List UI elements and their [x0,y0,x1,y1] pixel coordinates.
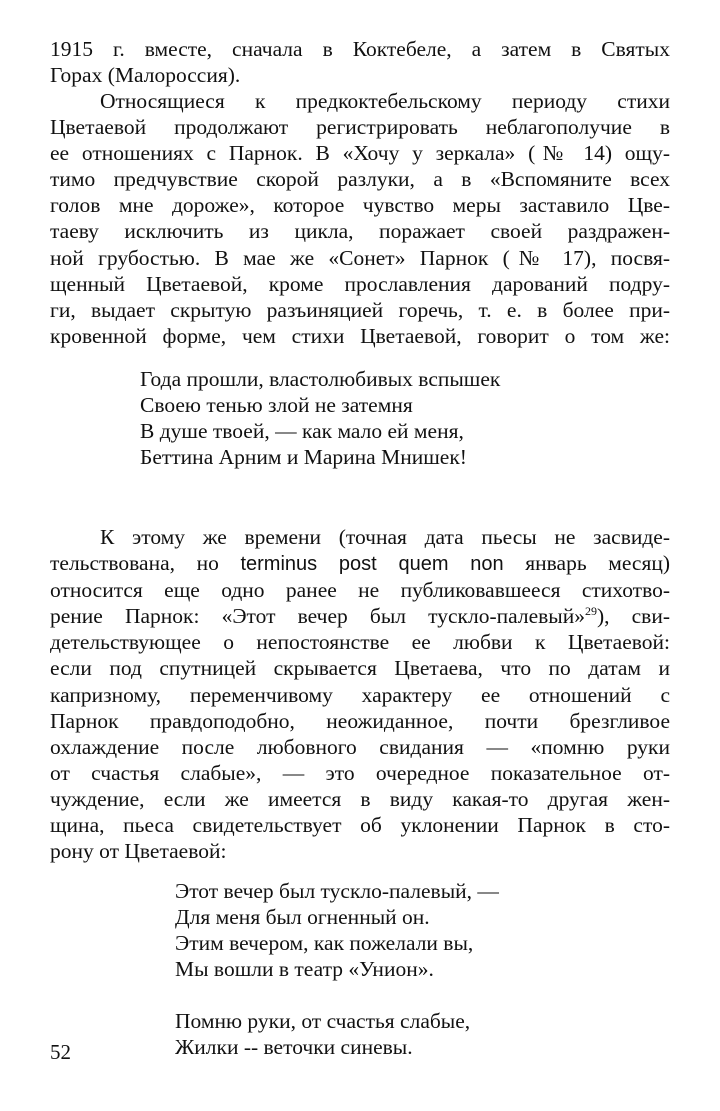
text-line: рону от Цветаевой: [50,839,227,864]
text-line: ги, выдает скрытую разъиняцией горечь, т. е. в более при- [50,297,670,322]
footnote-marker: 29 [584,604,597,619]
text-line: ее отношениях с Парнок. В «Хочу у зеркала» (№ 14) ощу- [50,141,670,166]
text-segment: ), сви- [596,604,670,629]
text-line: таеву исключить из цикла, поражает своей раздражен- [50,219,670,244]
verse-line: Этим вечером, как пожелали вы, [175,931,474,956]
verse-line: Беттина Арним и Марина Мнишек! [140,445,467,470]
text-line: кровенной форме, чем стихи Цветаевой, говорит о том же: [50,323,670,348]
text-line: Горах (Малороссия). [50,63,241,88]
latin-term: terminus post quem non [240,553,504,576]
text-line: щина, пьеса свидетельствует об уклонении Парнок в сто- [50,813,670,838]
text-line: детельствующее о непостоянстве ее любви к Цветаевой: [50,630,670,655]
verse-line: Помню руки, от счастья слабые, [175,1009,471,1034]
text-line: тимо предчувствие скорой разлуки, а в «Вспомяните всех [50,167,670,192]
text-line: ной грубостью. В мае же «Сонет» Парнок (№ 17), посвя- [50,245,670,270]
text-line: от счастья слабые», — это очередное показательное от- [50,760,670,785]
paragraph-1 [50,36,670,88]
text-line: чуждение, если же имеется в виду какая-то другая жен- [50,786,670,811]
text-line: К этому же времени (точная дата пьесы не засвиде- [100,525,670,549]
text-line: Парнок правдоподобно, неожиданное, почти брезгливое [50,708,670,733]
text-line [50,603,670,629]
text-line: капризному, переменчивому характеру ее отношений с [50,682,670,707]
text-line [50,550,670,577]
text-line: охлаждение после любовного свидания — «помню руки [50,734,670,759]
text-line: если под спутницей скрывается Цветаева, что по датам и [50,656,670,681]
verse-quote-1 [140,366,500,470]
text-line: относится еще одно ранее не публиковавшееся стихотво- [50,578,670,603]
verse-line: Мы вошли в театр «Унион». [175,957,434,982]
text-line: Относящиеся к предкоктебельскому периоду стихи [100,89,670,113]
verse-line: Своею тенью злой не затемня [140,393,413,418]
verse-line: Этот вечер был тускло-палевый, — [175,879,499,903]
text-line: щенный Цветаевой, кроме прославления дарований подру- [50,271,670,296]
verse-quote-2 [175,878,499,1061]
page-number: 52 [50,1040,71,1064]
text-segment: рение Парнок: «Этот вечер был тускло-палевый» [50,604,585,629]
verse-line: Года прошли, властолюбивых вспышек [140,367,501,391]
text-line: голов мне дороже», которое чувство меры заставило Цве- [50,193,670,218]
verse-line: Для меня был огненный он. [175,905,430,930]
text-segment: тельствована, но [50,551,219,576]
verse-line: Жилки -- веточки синевы. [175,1035,413,1060]
verse-line: В душе твоей, — как мало ей меня, [140,419,464,444]
text-line: 1915 г. вместе, сначала в Коктебеле, а затем в Святых [50,37,670,61]
paragraph-3 [50,524,670,864]
verse-stanza [175,1008,499,1060]
text-segment: январь месяц) [525,551,670,576]
paragraph-2 [50,88,670,349]
text-line: Цветаевой продолжают регистрировать неблагополучие в [50,115,670,140]
